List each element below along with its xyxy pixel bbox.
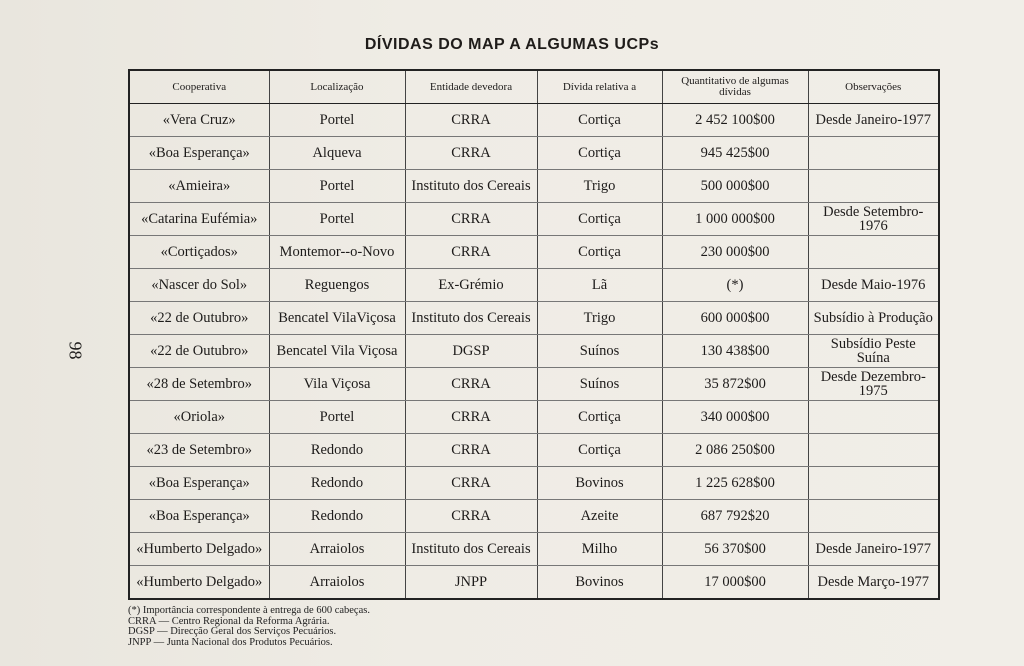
cell-observacoes: Desde Setembro-1976 [808, 203, 939, 236]
table-row [129, 170, 939, 203]
cell-localizacao: Redondo [269, 500, 405, 533]
cell-entidade-devedora: JNPP [405, 566, 537, 600]
table-row [129, 368, 939, 401]
page-number: 98 [65, 341, 86, 360]
cell-entidade-devedora: Instituto dos Cereais [405, 170, 537, 203]
cell-observacoes: Subsídio à Produção [808, 302, 939, 335]
cell-localizacao: Arraiolos [269, 533, 405, 566]
cell-observacoes [808, 467, 939, 500]
table-row [129, 269, 939, 302]
cell-divida-relativa: Azeite [537, 500, 662, 533]
cell-entidade-devedora: CRRA [405, 203, 537, 236]
footnote-line: CRRA — Centro Regional da Reforma Agrária. [128, 615, 330, 627]
cell-localizacao: Montemor--o-Novo [269, 236, 405, 269]
table-header-row [129, 70, 939, 104]
table-row [129, 203, 939, 236]
table-row [129, 104, 939, 137]
cell-divida-relativa: Trigo [537, 170, 662, 203]
cell-observacoes: Desde Maio-1976 [808, 269, 939, 302]
cell-cooperativa: «Oriola» [129, 401, 269, 434]
cell-entidade-devedora: CRRA [405, 434, 537, 467]
footnote-line: JNPP — Junta Nacional dos Produtos Pecuários. [128, 636, 333, 648]
cell-quantitativo: 945 425$00 [662, 137, 808, 170]
cell-observacoes [808, 170, 939, 203]
cell-cooperativa: «Boa Esperança» [129, 467, 269, 500]
header-localizacao: Localização [269, 70, 405, 104]
cell-quantitativo: 340 000$00 [662, 401, 808, 434]
cell-entidade-devedora: CRRA [405, 104, 537, 137]
debts-table [128, 69, 940, 600]
cell-observacoes: Desde Março-1977 [808, 566, 939, 600]
table-row [129, 236, 939, 269]
cell-localizacao: Portel [269, 401, 405, 434]
cell-divida-relativa: Cortiça [537, 401, 662, 434]
cell-entidade-devedora: CRRA [405, 236, 537, 269]
cell-quantitativo: 35 872$00 [662, 368, 808, 401]
header-divida-relativa: Dívida relativa a [537, 70, 662, 104]
cell-localizacao: Reguengos [269, 269, 405, 302]
cell-divida-relativa: Cortiça [537, 104, 662, 137]
cell-quantitativo: (*) [662, 269, 808, 302]
page-title: DÍVIDAS DO MAP A ALGUMAS UCPs [364, 36, 660, 53]
cell-quantitativo: 1 000 000$00 [662, 203, 808, 236]
cell-localizacao: Arraiolos [269, 566, 405, 600]
cell-cooperativa: «Cortiçados» [129, 236, 269, 269]
cell-entidade-devedora: CRRA [405, 137, 537, 170]
cell-cooperativa: «Nascer do Sol» [129, 269, 269, 302]
cell-observacoes [808, 236, 939, 269]
header-observacoes: Observações [808, 70, 939, 104]
cell-observacoes: Subsídio Peste Suína [808, 335, 939, 368]
cell-divida-relativa: Milho [537, 533, 662, 566]
cell-cooperativa: «28 de Setembro» [129, 368, 269, 401]
cell-divida-relativa: Suínos [537, 335, 662, 368]
cell-quantitativo: 1 225 628$00 [662, 467, 808, 500]
cell-entidade-devedora: CRRA [405, 401, 537, 434]
cell-localizacao: Portel [269, 203, 405, 236]
cell-quantitativo: 230 000$00 [662, 236, 808, 269]
cell-quantitativo: 600 000$00 [662, 302, 808, 335]
cell-localizacao: Portel [269, 104, 405, 137]
cell-cooperativa: «Catarina Eufémia» [129, 203, 269, 236]
cell-cooperativa: «Humberto Delgado» [129, 533, 269, 566]
footnote-line: DGSP — Direcção Geral dos Serviços Pecuários. [128, 626, 337, 637]
table-row [129, 401, 939, 434]
cell-localizacao: Portel [269, 170, 405, 203]
table-row [129, 302, 939, 335]
cell-divida-relativa: Cortiça [537, 236, 662, 269]
table-row [129, 533, 939, 566]
table-row [129, 137, 939, 170]
footnote-line: (*) Importância correspondente à entrega de 600 cabeças. [128, 605, 370, 616]
cell-localizacao: Bencatel Vila Viçosa [269, 335, 405, 368]
cell-divida-relativa: Cortiça [537, 434, 662, 467]
cell-observacoes: Desde Janeiro-1977 [808, 104, 939, 137]
cell-quantitativo: 56 370$00 [662, 533, 808, 566]
cell-divida-relativa: Bovinos [537, 467, 662, 500]
cell-divida-relativa: Cortiça [537, 137, 662, 170]
cell-entidade-devedora: Ex-Grémio [405, 269, 537, 302]
table-row [129, 500, 939, 533]
cell-cooperativa: «Boa Esperança» [129, 500, 269, 533]
cell-localizacao: Bencatel VilaViçosa [269, 302, 405, 335]
cell-observacoes [808, 401, 939, 434]
cell-cooperativa: «Humberto Delgado» [129, 566, 269, 600]
cell-quantitativo: 130 438$00 [662, 335, 808, 368]
cell-observacoes: Desde Dezembro-1975 [808, 368, 939, 401]
cell-cooperativa: «Amieira» [129, 170, 269, 203]
cell-cooperativa: «Vera Cruz» [129, 104, 269, 137]
header-entidade-devedora: Entidade devedora [405, 70, 537, 104]
cell-quantitativo: 2 086 250$00 [662, 434, 808, 467]
cell-quantitativo: 687 792$20 [662, 500, 808, 533]
cell-divida-relativa: Lã [537, 269, 662, 302]
table-row [129, 434, 939, 467]
cell-divida-relativa: Cortiça [537, 203, 662, 236]
cell-localizacao: Vila Viçosa [269, 368, 405, 401]
cell-entidade-devedora: DGSP [405, 335, 537, 368]
cell-localizacao: Alqueva [269, 137, 405, 170]
cell-entidade-devedora: CRRA [405, 500, 537, 533]
cell-entidade-devedora: CRRA [405, 467, 537, 500]
cell-cooperativa: «22 de Outubro» [129, 335, 269, 368]
table-row [129, 335, 939, 368]
header-cooperativa: Cooperativa [129, 70, 269, 104]
cell-quantitativo: 17 000$00 [662, 566, 808, 600]
cell-observacoes [808, 500, 939, 533]
table-body [129, 104, 939, 600]
cell-divida-relativa: Trigo [537, 302, 662, 335]
table-row [129, 566, 939, 600]
table-row [129, 467, 939, 500]
cell-entidade-devedora: Instituto dos Cereais [405, 302, 537, 335]
cell-observacoes: Desde Janeiro-1977 [808, 533, 939, 566]
cell-divida-relativa: Suínos [537, 368, 662, 401]
header-quantitativo: Quantitativo de algumas dívidas [662, 70, 808, 104]
cell-observacoes [808, 137, 939, 170]
cell-observacoes [808, 434, 939, 467]
cell-quantitativo: 500 000$00 [662, 170, 808, 203]
cell-divida-relativa: Bovinos [537, 566, 662, 600]
cell-cooperativa: «23 de Setembro» [129, 434, 269, 467]
cell-entidade-devedora: Instituto dos Cereais [405, 533, 537, 566]
footnotes [128, 606, 728, 648]
cell-localizacao: Redondo [269, 434, 405, 467]
cell-entidade-devedora: CRRA [405, 368, 537, 401]
cell-cooperativa: «22 de Outubro» [129, 302, 269, 335]
cell-quantitativo: 2 452 100$00 [662, 104, 808, 137]
cell-localizacao: Redondo [269, 467, 405, 500]
cell-cooperativa: «Boa Esperança» [129, 137, 269, 170]
